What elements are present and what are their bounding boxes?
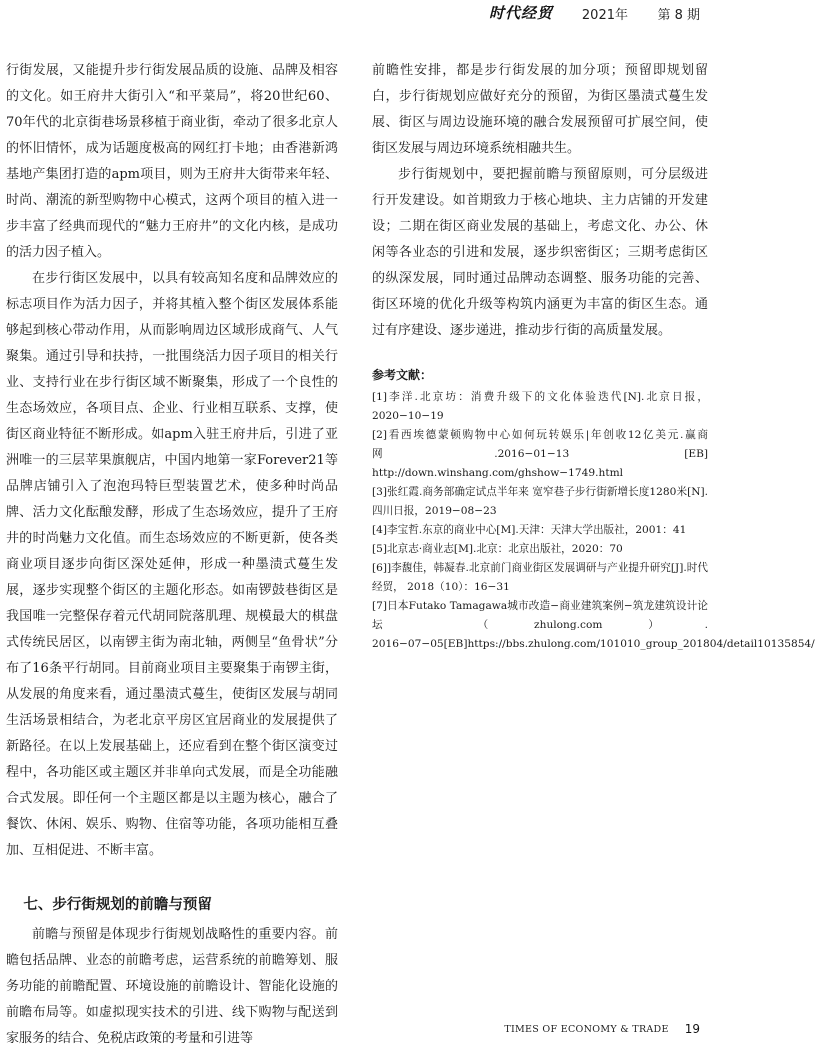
page-header: [0, 0, 708, 26]
left-column: [6, 58, 338, 1046]
body-paragraph: 前瞻性安排，都是步行街发展的加分项；预留即规划留白，步行街规划应做好充分的预留，为街区墨渍式蔓生发展、街区与周边设施环境的融合发展预留可扩展空间，使街区发展与周边环境系统相融共生。: [372, 63, 708, 156]
right-column: [372, 58, 815, 708]
journal-year: 2021年: [581, 8, 628, 23]
reference-item: [1]李洋.北京坊：消费升级下的文化体验迭代[N].北京日报，2020−10−19: [372, 391, 708, 422]
reference-item: [2]看西埃德蒙顿购物中心如何玩转娱乐|年创收12亿美元.赢商网.2016−01−13 [EB] http://down.winshang.com/ghshow−1749.html: [372, 429, 708, 479]
reference-item: [3]张红霞.商务部确定试点半年来 宽窄巷子步行街新增长度1280米[N].四川日报，2019−08−23: [372, 486, 708, 517]
reference-item: [5]北京志·商业志[M].北京：北京出版社，2020：70: [372, 543, 623, 555]
reference-item: [7]日本Futako Tamagawa城市改造−商业建筑案例−筑龙建筑设计论坛 （zhulong.com）. 2016−07−05[EB]https://bbs.zhulong.com/101010_group_201804/detail10135854/: [372, 600, 815, 650]
reference-item: [4]李宝哲.东京的商业中心[M].天津：天津大学出版社，2001：41: [372, 524, 687, 536]
section-heading: 七、步行街规划的前瞻与预留: [23, 897, 212, 913]
reference-item: [6]]李馥佳，韩凝春.北京前门商业街区发展调研与产业提升研究[J].时代经贸， 2018（10）：16−31: [372, 562, 708, 593]
journal-name: 时代经贸: [488, 4, 553, 22]
body-paragraph: 前瞻与预留是体现步行街规划战略性的重要内容。前瞻包括品牌、业态的前瞻考虑，运营系统的前瞻筹划、服务功能的前瞻配置、环境设施的前瞻设计、智能化设施的前瞻布局等。如虚拟现实技术的引进、线下购物与配送到家服务的结合、免税店政策的考量和引进等: [6, 927, 338, 1046]
journal-issue: 第 8 期: [657, 8, 700, 23]
page-footer: [504, 1019, 700, 1039]
page-number: 19: [684, 1022, 700, 1036]
body-paragraph: 行街发展，又能提升步行街发展品质的设施、品牌及相容的文化。如王府井大街引入“和平菜局”，将20世纪60、70年代的北京街巷场景移植于商业街，牵动了很多北京人的怀旧情怀，成为话题度极高的网红打卡地；由香港新鸿基地产集团打造的apm项目，则为王府井大街带来年轻、时尚、潮流的新型购物中心模式，这两个项目的植入进一步丰富了经典而现代的“魅力王府井”的文化内核，是成功的活力因子植入。: [6, 63, 338, 260]
journal-english-name: TIMES OF ECONOMY & TRADE: [504, 1023, 669, 1035]
body-paragraph: 在步行街区发展中，以具有较高知名度和品牌效应的标志项目作为活力因子，并将其植入整个街区发展体系能够起到核心带动作用，从而影响周边区域形成商气、人气聚集。通过引导和扶持，一批围绕活力因子项目的相关行业、支持行业在步行街区域不断聚集，形成了一个良性的生态场效应，各项目点、企业、行业相互联系、支撑，使街区商业特征不断形成。如apm入驻王府井后，引进了亚洲唯一的三层苹果旗舰店，中国内地第一家Forever21等品牌店铺引入了泡泡玛特巨型装置艺术，使多种时尚品牌、活力文化酝酿发酵，形成了生态场效应，提升了王府井的时尚魅力文化值。而生态场效应的不断更新，使各类商业项目逐步向街区深处延伸，形成一种墨渍式蔓生发展，逐步实现整个街区的主题化形态。如南锣鼓巷街区是我国唯一完整保存着元代胡同院落肌理、规模最大的棋盘式传统民居区，以南锣主街为南北轴，两侧呈“鱼骨状”分布了16条平行胡同。目前商业项目主要聚集于南锣主街，从发展的角度来看，通过墨渍式蔓生，使街区发展与胡同生活场景相结合，为老北京平房区宜居商业的发展提供了新路径。在以上发展基础上，还应看到在整个街区演变过程中，各功能区或主题区并非单向式发展，而是全功能融合式发展。即任何一个主题区都是以主题为核心，融合了餐饮、休闲、娱乐、购物、住宿等功能，各项功能相互叠加、互相促进、不断丰富。: [6, 271, 338, 858]
references-list: [372, 388, 815, 654]
references-heading: 参考文献：: [372, 368, 433, 382]
body-paragraph: 步行街规划中，要把握前瞻与预留原则，可分层级进行开发建设。如首期致力于核心地块、主力店铺的开发建设；二期在街区商业发展的基础上，考虑文化、办公、休闲等各业态的引进和发展，逐步织密街区；三期考虑街区的纵深发展，同时通过品牌动态调整、服务功能的完善、街区环境的优化升级等构筑内涵更为丰富的街区生态。通过有序建设、逐步递进，推动步行街的高质量发展。: [372, 167, 708, 338]
